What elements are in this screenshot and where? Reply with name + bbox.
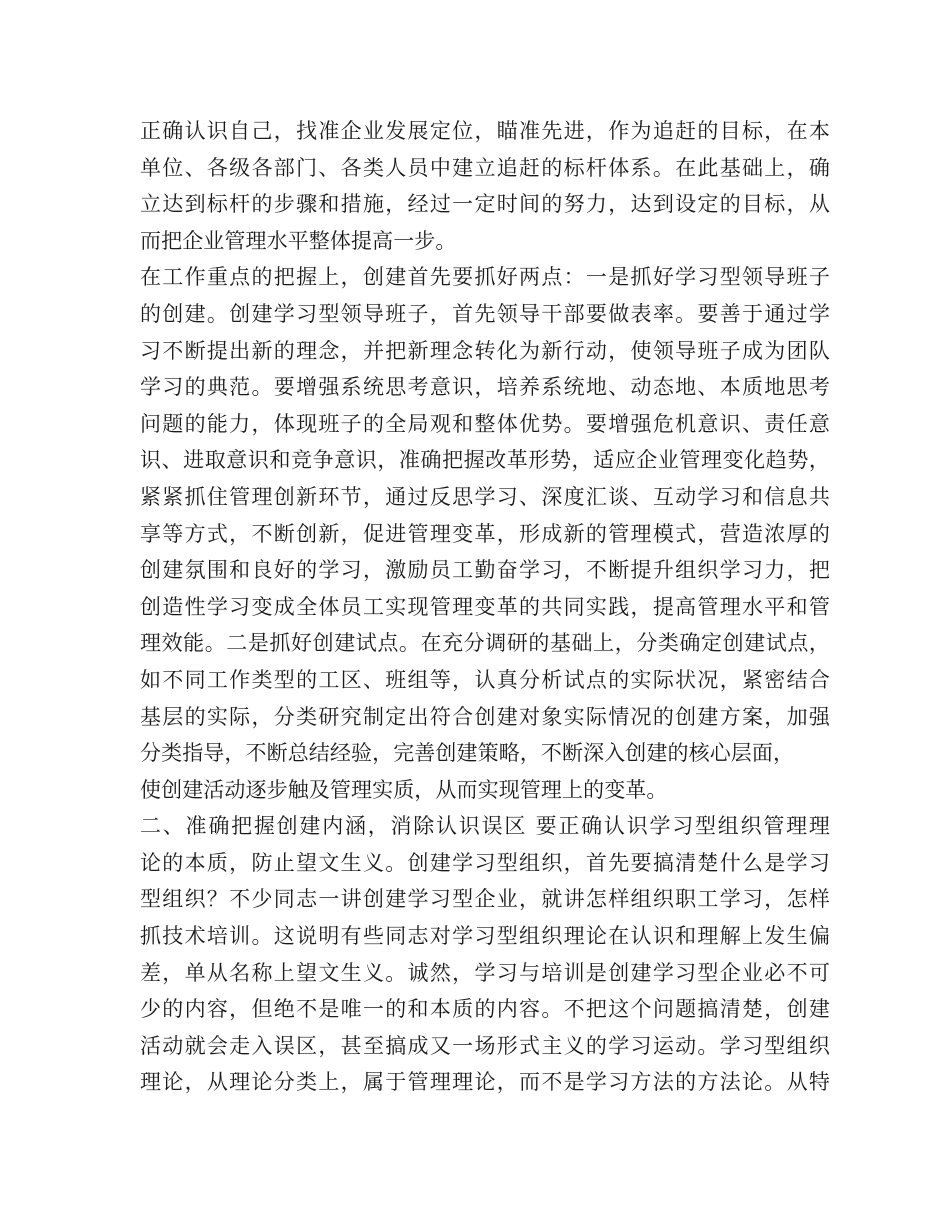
text-line: 的创建。创建学习型领导班子，首先领导干部要做表率。要善于通过学 <box>140 301 830 326</box>
text-line: 活动就会走入误区，甚至搞成又一场形式主义的学习运动。学习型组织 <box>140 1033 830 1058</box>
text-line: 如不同工作类型的工区、班组等，认真分析试点的实际状况，紧密结合 <box>140 667 830 692</box>
text-line: 习不断提出新的理念，并把新理念转化为新行动，使领导班子成为团队 <box>140 338 830 363</box>
text-line: 论的本质，防止望文生义。创建学习型组织，首先要搞清楚什么是学习 <box>140 850 830 875</box>
text-line: 问题的能力，体现班子的全局观和整体优势。要增强危机意识、责任意 <box>140 411 830 436</box>
text-line: 紧紧抓住管理创新环节，通过反思学习、深度汇谈、互动学习和信息共 <box>140 484 830 509</box>
text-line: 而把企业管理水平整体提高一步。 <box>140 228 457 253</box>
text-line: 正确认识自己，找准企业发展定位，瞄准先进，作为追赶的目标，在本 <box>140 119 830 143</box>
text-line: 立达到标杆的步骤和措施，经过一定时间的努力，达到设定的目标，从 <box>140 192 830 217</box>
text-line: 单位、各级各部门、各类人员中建立追赶的标杆体系。在此基础上，确 <box>140 155 830 180</box>
text-line: 分类指导，不断总结经验，完善创建策略，不断深入创建的核心层面， <box>140 741 795 766</box>
text-line: 二、准确把握创建内涵，消除认识误区 要正确认识学习型组织管理理 <box>140 814 830 839</box>
text-line: 抓技术培训。这说明有些同志对学习型组织理论在认识和理解上发生偏 <box>140 924 830 949</box>
text-line: 创建氛围和良好的学习，激励员工勤奋学习，不断提升组织学习力，把 <box>140 558 830 583</box>
text-line: 差，单从名称上望文生义。诚然，学习与培训是创建学习型企业必不可 <box>140 960 830 985</box>
text-line: 识、进取意识和竞争意识，准确把握改革形势，适应企业管理变化趋势， <box>140 448 830 473</box>
text-line: 学习的典范。要增强系统思考意识，培养系统地、动态地、本质地思考 <box>140 375 830 400</box>
text-line: 享等方式，不断创新，促进管理变革，形成新的管理模式，营造浓厚的 <box>140 521 830 546</box>
text-line: 基层的实际，分类研究制定出符合创建对象实际情况的创建方案，加强 <box>140 704 830 729</box>
text-line: 型组织？不少同志一讲创建学习型企业，就讲怎样组织职工学习，怎样 <box>140 887 830 912</box>
text-line: 在工作重点的把握上，创建首先要抓好两点：一是抓好学习型领导班子 <box>140 265 830 290</box>
body-text <box>140 113 830 1101</box>
text-line: 少的内容，但绝不是唯一的和本质的内容。不把这个问题搞清楚，创建 <box>140 997 830 1022</box>
text-line: 理论，从理论分类上，属于管理理论，而不是学习方法的方法论。从特 <box>140 1070 830 1095</box>
text-line: 创造性学习变成全体员工实现管理变革的共同实践，提高管理水平和管 <box>140 594 830 619</box>
text-line: 理效能。二是抓好创建试点。在充分调研的基础上，分类确定创建试点， <box>140 631 830 656</box>
text-line: 使创建活动逐步触及管理实质，从而实现管理上的变革。 <box>140 777 668 802</box>
